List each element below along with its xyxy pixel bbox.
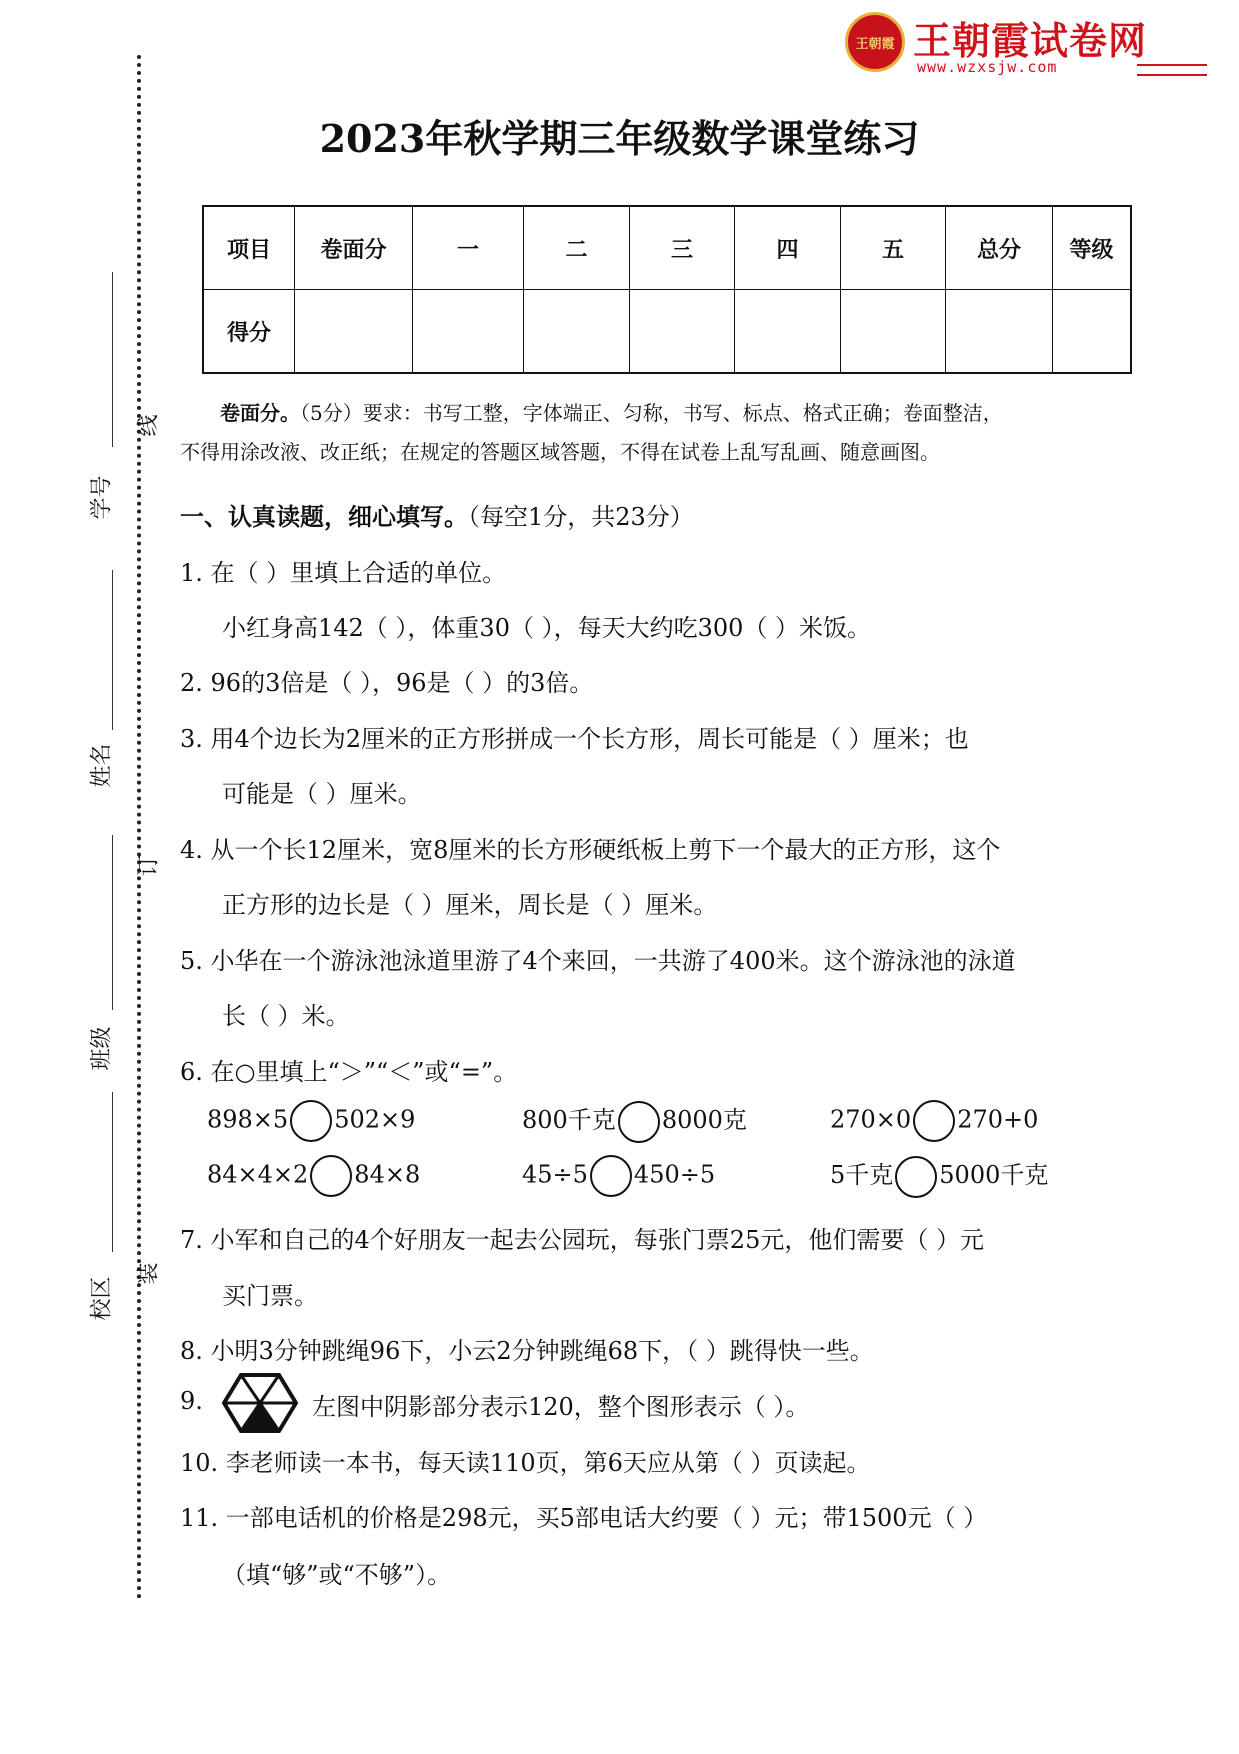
score-cell[interactable]: [413, 290, 524, 374]
compare-item: [830, 1100, 1038, 1142]
section-1-heading: 一、认真读题，细心填写。: [180, 502, 468, 531]
compare-left: 270×0: [830, 1105, 912, 1134]
compare-right: 5000千克: [939, 1161, 1049, 1189]
question-11-line-2: （填“够”或“不够”）。: [222, 1561, 452, 1589]
page-title: 2023年秋学期三年级数学课堂练习: [319, 116, 920, 161]
compare-left: 800千克: [522, 1106, 616, 1134]
score-cell[interactable]: [841, 290, 946, 374]
compare-left: 84×4×2: [207, 1160, 309, 1189]
label-student-id: 学号: [89, 475, 115, 520]
question-7-line-2: 买门票。: [222, 1282, 318, 1310]
compare-left: 5千克: [830, 1161, 894, 1189]
question-3-line-2: 可能是（ ）厘米。: [222, 780, 422, 808]
campus-blank: [112, 1092, 113, 1252]
score-cell[interactable]: [1053, 290, 1132, 374]
question-3-line-1: 3. 用4个边长为2厘米的正方形拼成一个长方形，周长可能是（ ）厘米；也: [180, 725, 969, 753]
compare-right: 8000克: [661, 1106, 747, 1134]
header-cell: 一: [413, 206, 524, 290]
compare-circle[interactable]: [895, 1156, 937, 1198]
compare-item: [830, 1155, 1048, 1198]
binding-mark-line: 线: [136, 414, 162, 437]
compare-circle[interactable]: [913, 1100, 955, 1142]
compare-circle[interactable]: [590, 1155, 632, 1197]
question-4-line-2: 正方形的边长是（ ）厘米，周长是（ ）厘米。: [222, 891, 718, 919]
compare-left: 898×5: [207, 1105, 289, 1134]
header-cell: 项目: [203, 206, 295, 290]
question-1-body: 小红身高142（ ），体重30（ ），每天大约吃300（ ）米饭。: [222, 614, 872, 642]
header-cell: 四: [735, 206, 841, 290]
compare-right: 450÷5: [633, 1160, 716, 1189]
class-blank: [112, 835, 113, 1010]
compare-circle[interactable]: [290, 1100, 332, 1142]
site-logo: [845, 10, 1225, 76]
student-id-blank: [112, 272, 113, 447]
score-table-score-row: [203, 290, 1131, 374]
binding-mark-install: 装: [136, 1262, 162, 1285]
neatness-line-1: [220, 397, 1003, 426]
question-11-line-1: 11. 一部电话机的价格是298元，买5部电话大约要（ ）元；带1500元（ ）: [180, 1504, 988, 1532]
score-cell[interactable]: [524, 290, 630, 374]
section-1-note: （每空1分，共23分）: [468, 503, 694, 531]
question-1-prompt: 1. 在（ ）里填上合适的单位。: [180, 559, 507, 587]
score-cell[interactable]: [630, 290, 735, 374]
header-cell: 总分: [946, 206, 1053, 290]
question-8: 8. 小明3分钟跳绳96下，小云2分钟跳绳68下，（ ）跳得快一些。: [180, 1337, 874, 1365]
compare-circle[interactable]: [310, 1155, 352, 1197]
logo-url: www.wzxsjw.com: [917, 58, 1058, 76]
compare-circle[interactable]: [618, 1101, 660, 1143]
question-9-number: 9.: [180, 1387, 203, 1415]
compare-right: 270+0: [957, 1105, 1039, 1134]
header-cell: 等级: [1053, 206, 1132, 290]
name-blank: [112, 570, 113, 730]
neatness-label: 卷面分。: [220, 401, 300, 425]
label-class: 班级: [89, 1026, 115, 1071]
question-2: 2. 96的3倍是（ ），96是（ ）的3倍。: [180, 669, 594, 697]
neatness-line-2: 不得用涂改液、改正纸；在规定的答题区域答题，不得在试卷上乱写乱画、随意画图。: [180, 440, 940, 464]
row-label-cell: 得分: [203, 290, 295, 374]
compare-right: 84×8: [354, 1160, 421, 1189]
question-9-text: 左图中阴影部分表示120，整个图形表示（ ）。: [312, 1393, 810, 1421]
compare-item: [522, 1100, 747, 1143]
question-10: 10. 李老师读一本书，每天读110页，第6天应从第（ ）页读起。: [180, 1449, 871, 1477]
compare-item: [522, 1155, 715, 1197]
question-5-line-1: 5. 小华在一个游泳池泳道里游了4个来回，一共游了400米。这个游泳池的泳道: [180, 947, 1016, 975]
header-cell: 五: [841, 206, 946, 290]
compare-item: [207, 1155, 420, 1197]
compare-right: 502×9: [334, 1105, 416, 1134]
hexagon-figure: [222, 1372, 298, 1434]
question-6: 6. 在○里填上“＞”“＜”或“=”。: [180, 1058, 518, 1086]
section-1-heading-line: [180, 497, 694, 532]
header-cell: 卷面分: [295, 206, 413, 290]
question-7-line-1: 7. 小军和自己的4个好朋友一起去公园玩，每张门票25元，他们需要（ ）元: [180, 1226, 984, 1254]
question-4-line-1: 4. 从一个长12厘米，宽8厘米的长方形硬纸板上剪下一个最大的正方形，这个: [180, 836, 1001, 864]
score-cell[interactable]: [295, 290, 413, 374]
label-campus: 校区: [89, 1276, 115, 1321]
score-cell[interactable]: [946, 290, 1053, 374]
compare-item: [207, 1100, 415, 1142]
label-name: 姓名: [89, 743, 115, 788]
question-5-line-2: 长（ ）米。: [222, 1002, 350, 1030]
logo-name: 王朝霞试卷网: [913, 19, 1148, 63]
logo-seal-icon: 王朝霞: [845, 12, 905, 72]
score-table: [202, 205, 1132, 374]
neatness-requirement: （5分）要求：书写工整，字体端正、匀称，书写、标点、格式正确；卷面整洁，: [300, 401, 1003, 425]
score-table-header-row: [203, 206, 1131, 290]
header-cell: 三: [630, 206, 735, 290]
score-cell[interactable]: [735, 290, 841, 374]
logo-decoration: [1137, 64, 1207, 76]
binding-dotted-line: [137, 55, 141, 1600]
header-cell: 二: [524, 206, 630, 290]
binding-mark-order: 订: [136, 854, 162, 877]
compare-left: 45÷5: [522, 1160, 588, 1189]
